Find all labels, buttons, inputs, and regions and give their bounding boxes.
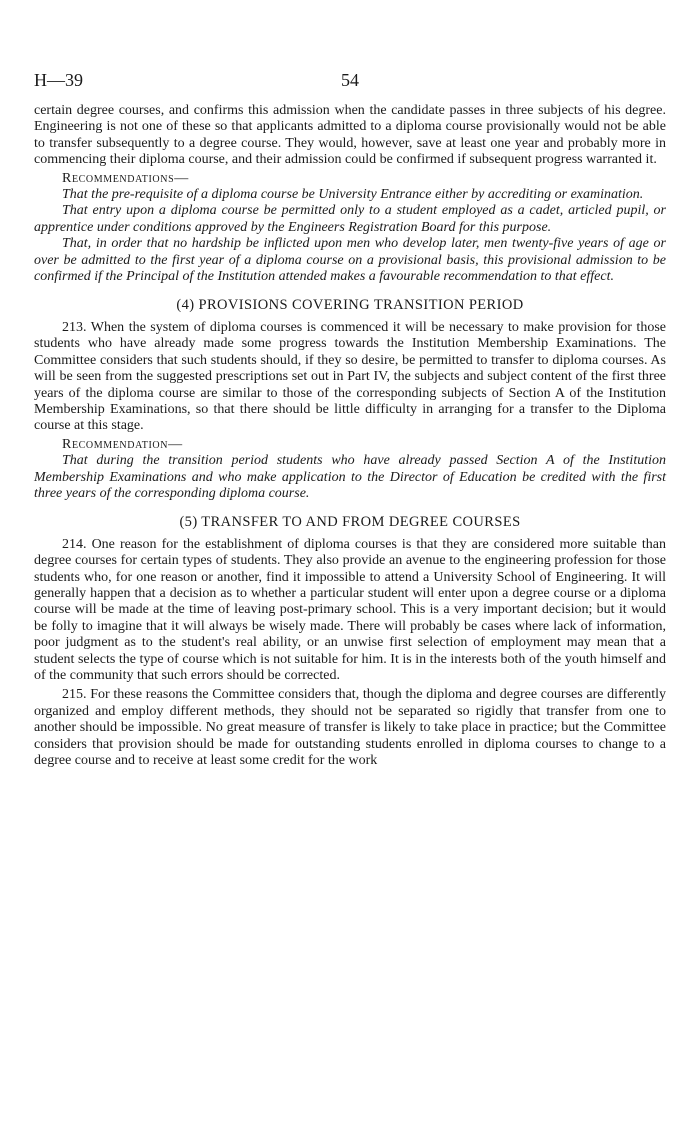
page-header xyxy=(34,70,666,94)
recommendations-block-2 xyxy=(34,437,666,503)
recommendation-item: That entry upon a diploma course be permitted only to a student employed as a cadet, articled pupil, or apprentice under conditions approved by the Engineers Registration Board for this purpose. xyxy=(34,203,666,235)
page-number: 54 xyxy=(341,70,359,90)
recommendation-item: That the pre-requisite of a diploma course be University Entrance either by accrediting or examination. xyxy=(62,187,644,203)
recommendation-item: That, in order that no hardship be inflicted upon men who develop later, men twenty-five years of age or over be admitted to the first year of a diploma course on a provisional basis, this provisional admission to be confirmed if the Principal of the Institution attended makes a favourable recommendation to that effect. xyxy=(34,236,666,285)
paragraph-215: 215. For these reasons the Committee considers that, though the diploma and degree courses are differently organized and employ different methods, they should not be separated so rigidly that transfer from one to another should be impossible. No great measure of transfer is likely to take place in practice; but the Committee considers that provision should be made for outstanding students enrolled in diploma courses to change to a degree course and to receive at least some credit for the work xyxy=(34,687,666,769)
section-heading-transfer-degree-courses: (5) TRANSFER TO AND FROM DEGREE COURSES xyxy=(179,514,521,531)
section-heading-transition-period: (4) PROVISIONS COVERING TRANSITION PERIOD xyxy=(176,297,524,314)
recommendation-item: That during the transition period students who have already passed Section A of the Institution Membership Examinations and who make application to the Director of Education be credited with the first three years of the corresponding diploma course. xyxy=(34,453,666,501)
paragraph-intro-continued: certain degree courses, and confirms this admission when the candidate passes in three subjects of his degree. Engineering is not one of these so that applicants admitted to a diploma course provisionally would not be able to transfer subsequently to a degree course. They would, however, save at least one year and probably more in commencing their diploma course, and their admission could be confirmed if subsequent progress warranted it. xyxy=(34,103,666,168)
recommendation-heading: Recommendation— xyxy=(62,436,183,452)
document-reference: H—39 xyxy=(34,70,83,90)
paragraph-214: 214. One reason for the establishment of diploma courses is that they are considered more suitable than degree courses for certain types of students. They also provide an avenue to the engineering profession for those students who, for one reason or another, find it impossible to attend a University School of Engineering. It will generally happen that a decision as to whether a particular student will enter upon a degree course or a diploma course will be made at the time of leaving post-primary school. This is a very important decision; but it would be folly to imagine that it will always be wisely made. There will probably be cases where lack of information, poor judgment as to the student's real ability, or an unwise first selection of employment may mean that a student selects the type of course which is not suitable for him. It is in the interests both of the youth himself and of the community that such errors should be corrected. xyxy=(34,536,666,683)
recommendations-block-1 xyxy=(34,171,666,286)
recommendations-heading: Recommendations— xyxy=(62,170,189,186)
paragraph-213: 213. When the system of diploma courses is commenced it will be necessary to make provision for those students who have already made some progress towards the Institution Membership Examinations. The Committee considers that such students should, if they so desire, be permitted to transfer to diploma courses. As will be seen from the suggested prescriptions set out in Part IV, the subjects and subject content of the first three years of the diploma course are similar to those of the corresponding subjects of Section A of the Institution Membership Examinations, so that there should be little difficulty in arranging for a transfer to the Diploma course at this stage. xyxy=(34,319,666,434)
page-body xyxy=(34,103,666,769)
